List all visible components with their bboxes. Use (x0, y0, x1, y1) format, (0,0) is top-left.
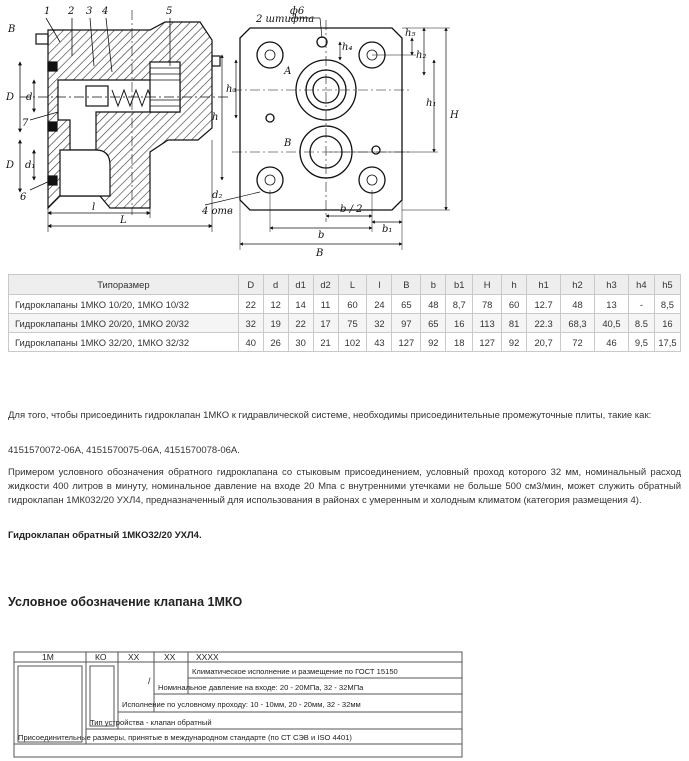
code-slash: / (148, 676, 151, 686)
pin (212, 56, 220, 66)
column-header: d1 (288, 275, 313, 295)
value-cell: 18 (446, 333, 473, 352)
callout-6: 6 (20, 192, 27, 203)
paragraph-designation-bold: Гидроклапан обратный 1МКО32/20 УХЛ4. (8, 530, 202, 541)
column-header: b (421, 275, 446, 295)
code-row-climate: Климатическое исполнение и размещение по ГОСТ 15150 (192, 667, 398, 676)
dim-D-upper: D (6, 92, 15, 103)
row-name-cell: Гидроклапаны 1МКО 20/20, 1МКО 20/32 (9, 314, 239, 333)
value-cell: 16 (654, 314, 680, 333)
code-row-standard: Присоединительные размеры, принятые в международном стандарте (по СТ СЭВ и ISO 4401) (18, 733, 352, 742)
value-cell: 40 (238, 333, 263, 352)
value-cell: 32 (367, 314, 392, 333)
value-cell: 9,5 (628, 333, 654, 352)
value-cell: 60 (338, 295, 367, 314)
value-cell: 78 (473, 295, 502, 314)
locating-pin (266, 114, 274, 122)
callout-7: 7 (22, 118, 29, 129)
code-cell-1M: 1М (42, 652, 54, 662)
port-label-A: А (284, 66, 292, 77)
column-header: l (367, 275, 392, 295)
value-cell: 19 (263, 314, 288, 333)
spec-table (8, 274, 681, 352)
dim-h4: h₄ (342, 42, 353, 53)
dim-B: В (316, 248, 324, 259)
value-cell: 13 (594, 295, 628, 314)
callout-5: 5 (166, 6, 173, 17)
value-cell: 65 (392, 295, 421, 314)
value-cell: 22 (288, 314, 313, 333)
table-header-row (9, 275, 681, 295)
value-cell: 12 (263, 295, 288, 314)
value-cell: 17 (313, 314, 338, 333)
value-cell: 8,5 (654, 295, 680, 314)
value-cell: 60 (502, 295, 527, 314)
value-cell: 72 (561, 333, 595, 352)
value-cell: 11 (313, 295, 338, 314)
column-header: D (238, 275, 263, 295)
value-cell: 14 (288, 295, 313, 314)
value-cell: 102 (338, 333, 367, 352)
dim-pins: 2 штифта (256, 14, 315, 25)
column-header: Типоразмер (9, 275, 239, 295)
value-cell: 127 (392, 333, 421, 352)
paragraph-designation-example: Примером условного обозначения обратного гидроклапана со стыковым присоединением, условный проход которого 32 мм, номинальный расход жидкости 400 литров в минуту, номинальное давление на входе 20 Мпа с внутренними утечками не больше 500 см3/мин, может служить обратный гидроклапан 1МК032/20 УХЛ4, предназначенный для использования в районах с умеренным и холодным климатом (категория размещения 4). (8, 467, 681, 506)
section-view (20, 10, 230, 232)
value-cell: 21 (313, 333, 338, 352)
table-row (9, 333, 681, 352)
dim-holes: 4 отв (202, 206, 233, 217)
paragraph-plate-codes: 4151570072-06А, 4151570075-06А, 4151570078-06А. (8, 445, 240, 456)
column-header: h1 (527, 275, 561, 295)
dim-b1: b₁ (382, 224, 393, 235)
value-cell: 48 (421, 295, 446, 314)
callout-1: 1 (44, 6, 51, 17)
value-cell: 92 (502, 333, 527, 352)
dim-h: h (212, 112, 219, 123)
value-cell: 48 (561, 295, 595, 314)
column-header: d2 (313, 275, 338, 295)
dim-h3: h₃ (226, 84, 237, 95)
value-cell: 46 (594, 333, 628, 352)
value-cell: 92 (421, 333, 446, 352)
poppet (86, 86, 108, 106)
code-row-type: Тип устройства - клапан обратный (90, 718, 212, 727)
code-cell-XXXX: ХХХХ (196, 652, 219, 662)
paragraph-connection-plates: Для того, чтобы присоединить гидроклапан 1МКО к гидравлической системе, необходимы присоединительные промежуточные плиты, такие как: (8, 410, 652, 421)
designation-diagram (0, 644, 689, 761)
plug (150, 62, 180, 112)
value-cell: 75 (338, 314, 367, 333)
value-cell: 43 (367, 333, 392, 352)
value-cell: 8.5 (628, 314, 654, 333)
row-name-cell: Гидроклапаны 1МКО 10/20, 1МКО 10/32 (9, 295, 239, 314)
dim-d: d (26, 92, 33, 103)
dim-d1: d₁ (25, 160, 36, 171)
value-cell: 26 (263, 333, 288, 352)
callout-3: 3 (86, 6, 93, 17)
value-cell: 97 (392, 314, 421, 333)
value-cell: 68,3 (561, 314, 595, 333)
value-cell: 32 (238, 314, 263, 333)
column-header: h (502, 275, 527, 295)
dim-h1: h₁ (426, 98, 437, 109)
value-cell: - (628, 295, 654, 314)
technical-drawing (0, 0, 689, 265)
pin (36, 34, 48, 44)
row-name-cell: Гидроклапаны 1МКО 32/20, 1МКО 32/32 (9, 333, 239, 352)
seal (48, 176, 57, 185)
dim-l: l (92, 202, 96, 213)
value-cell: 81 (502, 314, 527, 333)
seal (48, 62, 57, 71)
dim-L: L (120, 215, 127, 226)
value-cell: 40,5 (594, 314, 628, 333)
mount-hole (257, 167, 283, 193)
code-row-bore: Исполнение по условному проходу: 10 - 10мм, 20 - 20мм, 32 - 32мм (122, 700, 361, 709)
mount-hole (257, 42, 283, 68)
locating-pin (372, 146, 380, 154)
column-header: b1 (446, 275, 473, 295)
value-cell: 24 (367, 295, 392, 314)
table-body (9, 295, 681, 352)
column-header: h2 (561, 275, 595, 295)
value-cell: 20,7 (527, 333, 561, 352)
code-cell-KO: КО (95, 652, 107, 662)
dim-b: b (318, 230, 325, 241)
dim-h2: h₂ (416, 50, 427, 61)
column-header: B (392, 275, 421, 295)
table-row (9, 314, 681, 333)
callout-4: 4 (102, 6, 109, 17)
code-cell-XX-1: ХХ (128, 652, 140, 662)
column-header: h4 (628, 275, 654, 295)
value-cell: 65 (421, 314, 446, 333)
dim-d2: d₂ (212, 190, 223, 201)
code-row-pressure: Номинальное давление на входе: 20 - 20МПа, 32 - 32МПа (158, 683, 364, 692)
lower-bore (60, 150, 110, 196)
port-label-B: В (284, 138, 292, 149)
dim-D-lower: D (6, 160, 15, 171)
column-header: L (338, 275, 367, 295)
column-header: h5 (654, 275, 680, 295)
value-cell: 17,5 (654, 333, 680, 352)
value-cell: 30 (288, 333, 313, 352)
value-cell: 12.7 (527, 295, 561, 314)
value-cell: 16 (446, 314, 473, 333)
value-cell: 8,7 (446, 295, 473, 314)
code-cell-XX-2: ХХ (164, 652, 176, 662)
column-header: h3 (594, 275, 628, 295)
value-cell: 113 (473, 314, 502, 333)
label-section-B: В (8, 24, 16, 35)
mount-hole (359, 167, 385, 193)
dim-h5: h₅ (405, 28, 416, 39)
value-cell: 22.3 (527, 314, 561, 333)
locating-pin (317, 37, 327, 47)
section-title: Условное обозначение клапана 1МКО (8, 595, 243, 609)
value-cell: 22 (238, 295, 263, 314)
table-row (9, 295, 681, 314)
dim-H: H (450, 110, 459, 121)
dim-phi6: ф6 (290, 6, 305, 17)
column-header: d (263, 275, 288, 295)
callout-2: 2 (68, 6, 75, 17)
column-header: H (473, 275, 502, 295)
dim-b2: b / 2 (340, 204, 363, 215)
seal (48, 122, 57, 131)
value-cell: 127 (473, 333, 502, 352)
face-view (205, 18, 450, 250)
